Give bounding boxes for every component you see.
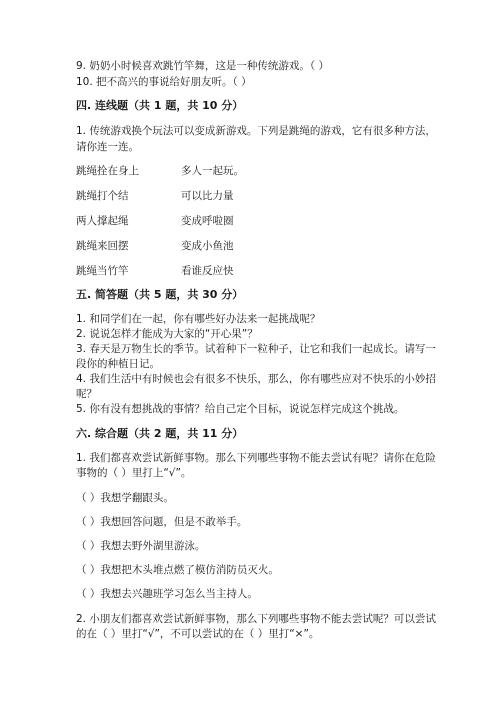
match-left-item-2: 跳绳打个结 (76, 190, 129, 202)
q1-option-1: （ ）我想学翻跟头。 (76, 492, 174, 504)
section-5-heading: 五. 简答题（共 5 题，共 30 分） (76, 288, 244, 301)
short-answer-line: 段你的种植日记。 (76, 358, 160, 370)
section-4-heading: 四. 连线题（共 1 题，共 10 分） (76, 99, 244, 112)
short-answer-line: 3. 春天是万物生长的季节。试着种下一粒种子，让它和我们一起成长。请写一 (76, 343, 436, 355)
short-answer-line: 5. 你有没有想挑战的事情？给自己定个目标，说说怎样完成这个挑战。 (76, 403, 405, 415)
q1-option-5: （ ）我想去兴趣班学习怎么当主持人。 (76, 588, 258, 600)
q1-option-2: （ ）我想回答问题，但是不敢举手。 (76, 516, 248, 528)
short-answer-line: 4. 我们生活中有时候也会有很多不快乐，那么，你有哪些应对不快乐的小妙招 (76, 373, 436, 385)
match-left-item-1: 跳绳拴在身上 (76, 165, 139, 177)
matching-question-line-1: 1. 传统游戏换个玩法可以变成新游戏。下列是跳绳的游戏，它有很多种方法， (76, 125, 436, 137)
q1-option-3: （ ）我想去野外湖里游泳。 (76, 540, 206, 552)
short-answer-line: 1. 和同学们在一起，你有哪些好办法来一起挑战呢？ (76, 313, 321, 325)
short-answer-line: 呢？ (76, 388, 97, 400)
comprehensive-q2-line-2: 的在（ ）里打“√”，不可以尝试的在（ ）里打“×”。 (76, 628, 320, 640)
matching-question-line-2: 请你连一连。 (76, 141, 139, 153)
q1-option-4: （ ）我想把木头堆点燃了模仿消防员灭火。 (76, 564, 279, 576)
match-right-item-3: 变成呼啦圈 (181, 215, 234, 227)
comprehensive-q1-line-2: 事物的（ ）里打上“√”。 (76, 467, 192, 479)
match-right-item-4: 变成小鱼池 (181, 240, 234, 252)
comprehensive-q1-line-1: 1. 我们都喜欢尝试新鲜事物。那么下列哪些事物不能去尝试有呢？请你在危险 (76, 452, 436, 464)
question-9: 9. 奶奶小时候喜欢跳竹竿舞，这是一种传统游戏。（ ） (76, 60, 329, 72)
comprehensive-q2-line-1: 2. 小朋友们都喜欢尝试新鲜事物，那么下列哪些事物不能去尝试呢？可以尝试 (76, 613, 436, 625)
question-10: 10. 把不高兴的事说给好朋友听。（ ） (76, 76, 252, 88)
match-left-item-4: 跳绳来回摆 (76, 240, 129, 252)
match-right-item-2: 可以比力量 (181, 190, 234, 202)
match-left-item-5: 跳绳当竹竿 (76, 265, 129, 277)
match-right-item-5: 看谁反应快 (181, 265, 234, 277)
short-answer-line: 2. 说说怎样才能成为大家的“开心果”？ (76, 328, 258, 340)
section-6-heading: 六. 综合题（共 2 题，共 11 分） (76, 427, 244, 440)
match-left-item-3: 两人撑起绳 (76, 215, 129, 227)
match-right-item-1: 多人一起玩。 (181, 165, 244, 177)
